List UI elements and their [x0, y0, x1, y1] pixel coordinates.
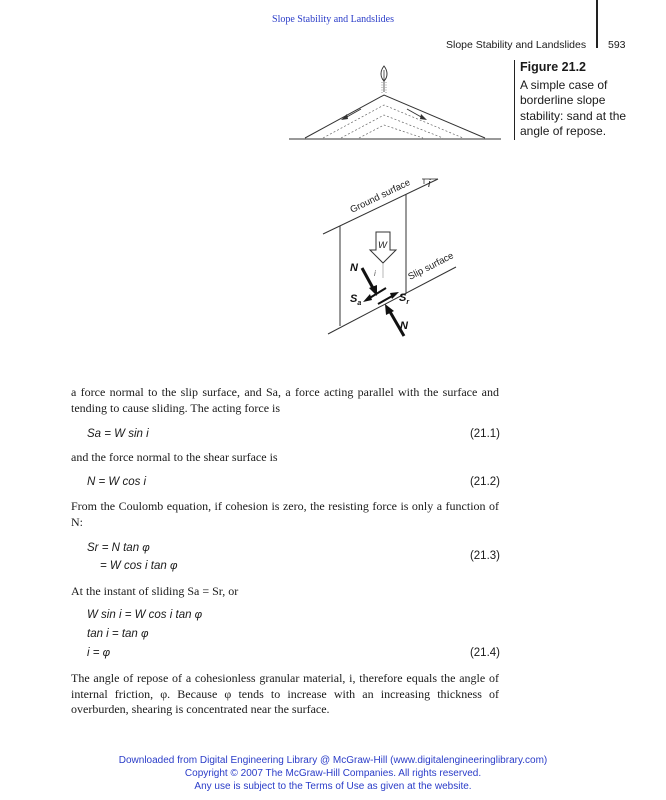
page-number: 593 — [608, 39, 626, 51]
sa-label: $S_a$ — [350, 293, 362, 307]
ground-surface-line — [323, 179, 438, 234]
figure-caption — [514, 60, 630, 140]
normal-force-bottom-label: N — [400, 320, 408, 332]
slip-surface-label: Slip surface — [406, 250, 456, 283]
footer-terms-link[interactable]: Any use is subject to the Terms of Use as given at the website. — [194, 781, 472, 792]
equation-21-3b: = W cos i tan φ — [100, 560, 178, 572]
equation-21-1: Sa = W sin i — [87, 428, 149, 440]
paragraph-1: a force normal to the slip surface, and Sa, a force acting parallel with the surface and tending to cause sliding. The acting force is — [71, 385, 499, 415]
sr-label: $S_r$ — [399, 292, 410, 306]
normal-force-top-label: N — [350, 262, 358, 274]
running-head: Slope Stability and Landslides — [446, 39, 587, 51]
figure-caption-text: A simple case of borderline slope stability: sand at the angle of repose. — [520, 77, 627, 138]
equation-21-4a: W sin i = W cos i tan φ — [87, 609, 203, 621]
equation-number-21-4: (21.4) — [469, 647, 500, 659]
ground-surface-label: Ground surface — [348, 177, 413, 216]
footer-download-link[interactable]: Downloaded from Digital Engineering Library @ McGraw-Hill (www.digitalengineeringlibrary.com) — [118, 755, 548, 766]
equation-21-3a: Sr = N tan φ — [87, 542, 150, 554]
angle-i-small-label: i — [374, 269, 376, 278]
header-divider — [596, 0, 598, 48]
equation-21-2: N = W cos i — [87, 476, 147, 488]
figure-label: Figure 21.2 — [520, 60, 586, 74]
paragraph-5: The angle of repose of a cohesionless granular material, i, therefore equals the angle of internal friction, φ. Because φ tends to increase with an increasing thickness of overburden, shearing is concentrated near the surface. — [71, 671, 499, 716]
paragraph-2: and the force normal to the shear surface is — [71, 450, 278, 464]
sand-pile-illustration — [283, 62, 505, 146]
equation-21-4c: i = φ — [87, 647, 111, 659]
paragraph-4: At the instant of sliding Sa = Sr, or — [71, 584, 239, 598]
equation-number-21-1: (21.1) — [469, 428, 500, 440]
equation-number-21-3: (21.3) — [469, 550, 500, 562]
paragraph-3: From the Coulomb equation, if cohesion is zero, the resisting force is only a function of N: — [71, 499, 499, 529]
slope-force-diagram — [320, 168, 470, 343]
slip-surface-line — [328, 267, 456, 334]
angle-i-label: i — [428, 178, 431, 190]
equation-number-21-2: (21.2) — [469, 476, 500, 488]
equation-21-4b: tan i = tan φ — [87, 628, 149, 640]
weight-label: W — [378, 240, 387, 251]
footer-copyright: Copyright © 2007 The McGraw-Hill Companies. All rights reserved. — [184, 768, 482, 779]
top-link[interactable]: Slope Stability and Landslides — [272, 14, 394, 25]
